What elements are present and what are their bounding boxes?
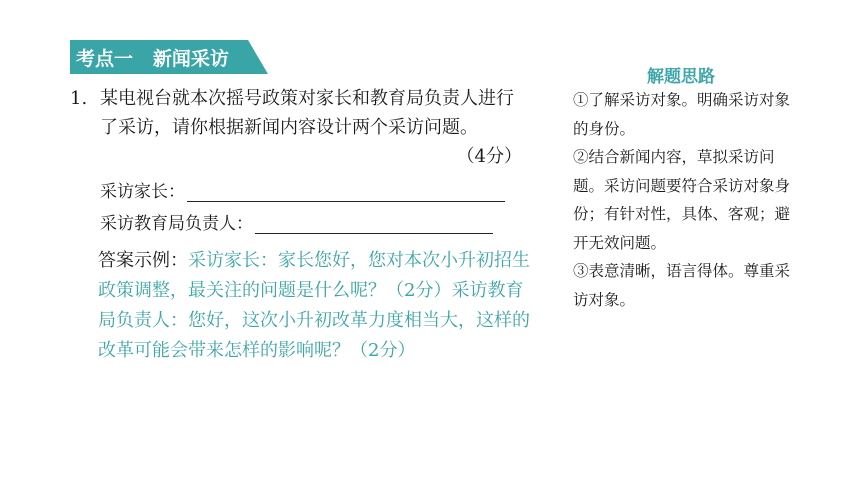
blank-line-official[interactable]	[255, 215, 493, 234]
tips-panel	[573, 86, 801, 314]
section-title: 考点一 新闻采访	[76, 48, 229, 70]
answer-text: 采访家长：家长您好，您对本次小升初招生政策调整，最关注的问题是什么呢？（2分）采访教育局负责人：您好，这次小升初改革力度相当大，这样的改革可能会带来怎样的影响呢？（2分）	[98, 250, 530, 361]
tips-title: 解题思路	[647, 67, 715, 87]
blank-line-parent[interactable]	[187, 183, 505, 202]
question-score: （4分）	[456, 146, 522, 167]
tip-item: ②结合新闻内容，草拟采访问题。采访问题要符合采访对象身份；有针对性，具体、客观；避开无效问题。	[573, 148, 791, 252]
question-text: 某电视台就本次摇号政策对家长和教育局负责人进行了采访，请你根据新闻内容设计两个采访问题。	[100, 88, 514, 138]
question-block	[70, 84, 530, 171]
answer-blank-official	[100, 209, 493, 234]
blank-label-official: 采访教育局负责人：	[100, 214, 253, 234]
question-number: 1.	[70, 88, 88, 109]
answer-example	[98, 246, 530, 366]
answer-prefix: 答案示例：	[98, 250, 188, 271]
section-badge	[70, 40, 268, 74]
tip-item: ③表意清晰，语言得体。尊重采访对象。	[573, 262, 791, 309]
answer-blank-parent	[100, 177, 505, 202]
blank-label-parent: 采访家长：	[100, 182, 185, 202]
tip-item: ①了解采访对象。明确采访对象的身份。	[573, 91, 791, 138]
